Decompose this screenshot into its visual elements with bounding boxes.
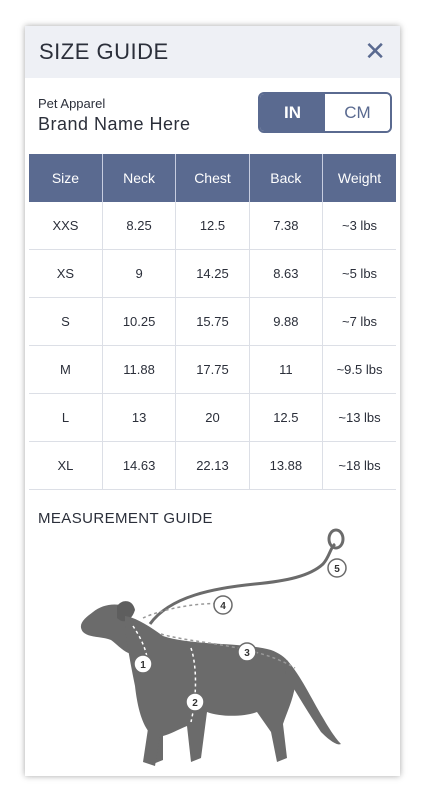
table-cell: ~3 lbs [323,202,396,250]
table-cell: 11 [249,346,322,394]
table-cell: 20 [176,394,249,442]
table-cell: ~7 lbs [323,298,396,346]
table-cell: 17.75 [176,346,249,394]
table-cell: 11.88 [102,346,175,394]
column-header-back: Back [249,154,322,202]
column-header-chest: Chest [176,154,249,202]
dog-measurement-illustration [25,526,400,776]
table-row [29,346,396,394]
size-table [29,154,396,490]
table-cell: 8.25 [102,202,175,250]
marker-1-label: 1 [140,660,146,671]
leash-line [150,544,335,624]
brand-category: Pet Apparel [38,96,106,111]
marker-4 [214,596,232,614]
table-row [29,250,396,298]
table-row [29,394,396,442]
marker-3 [238,643,256,661]
unit-in-button[interactable]: IN [260,94,325,131]
marker-5 [328,559,346,577]
table-cell: M [29,346,102,394]
marker-2 [186,693,204,711]
table-cell: ~5 lbs [323,250,396,298]
marker-4-label: 4 [220,601,226,612]
table-cell: 9.88 [249,298,322,346]
marker-5-label: 5 [334,564,340,575]
table-cell: 14.25 [176,250,249,298]
table-row [29,298,396,346]
table-cell: 7.38 [249,202,322,250]
table-cell: 22.13 [176,442,249,490]
table-cell: XL [29,442,102,490]
column-header-size: Size [29,154,102,202]
marker-1 [134,655,152,673]
marker-3-label: 3 [244,648,250,659]
table-cell: 14.63 [102,442,175,490]
table-cell: ~9.5 lbs [323,346,396,394]
table-cell: S [29,298,102,346]
table-cell: XXS [29,202,102,250]
page-title: SIZE GUIDE [39,39,169,64]
table-cell: XS [29,250,102,298]
size-guide-panel [25,26,400,776]
table-cell: ~18 lbs [323,442,396,490]
close-icon[interactable]: ✕ [364,37,386,67]
table-row [29,202,396,250]
header-bar [25,26,400,78]
table-cell: ~13 lbs [323,394,396,442]
table-cell: 10.25 [102,298,175,346]
table-row [29,442,396,490]
brand-name: Brand Name Here [38,114,191,134]
marker-2-label: 2 [192,698,198,709]
table-cell: 8.63 [249,250,322,298]
unit-cm-button[interactable]: CM [325,94,390,131]
unit-toggle [258,92,392,133]
dog-silhouette [81,601,341,766]
table-cell: 9 [102,250,175,298]
table-cell: 13.88 [249,442,322,490]
table-cell: 12.5 [176,202,249,250]
measurement-guide-title: MEASUREMENT GUIDE [38,510,213,527]
table-cell: 12.5 [249,394,322,442]
table-cell: 15.75 [176,298,249,346]
table-header-row [29,154,396,202]
column-header-weight: Weight [323,154,396,202]
table-cell: 13 [102,394,175,442]
table-cell: L [29,394,102,442]
leash-loop [329,530,343,548]
column-header-neck: Neck [102,154,175,202]
